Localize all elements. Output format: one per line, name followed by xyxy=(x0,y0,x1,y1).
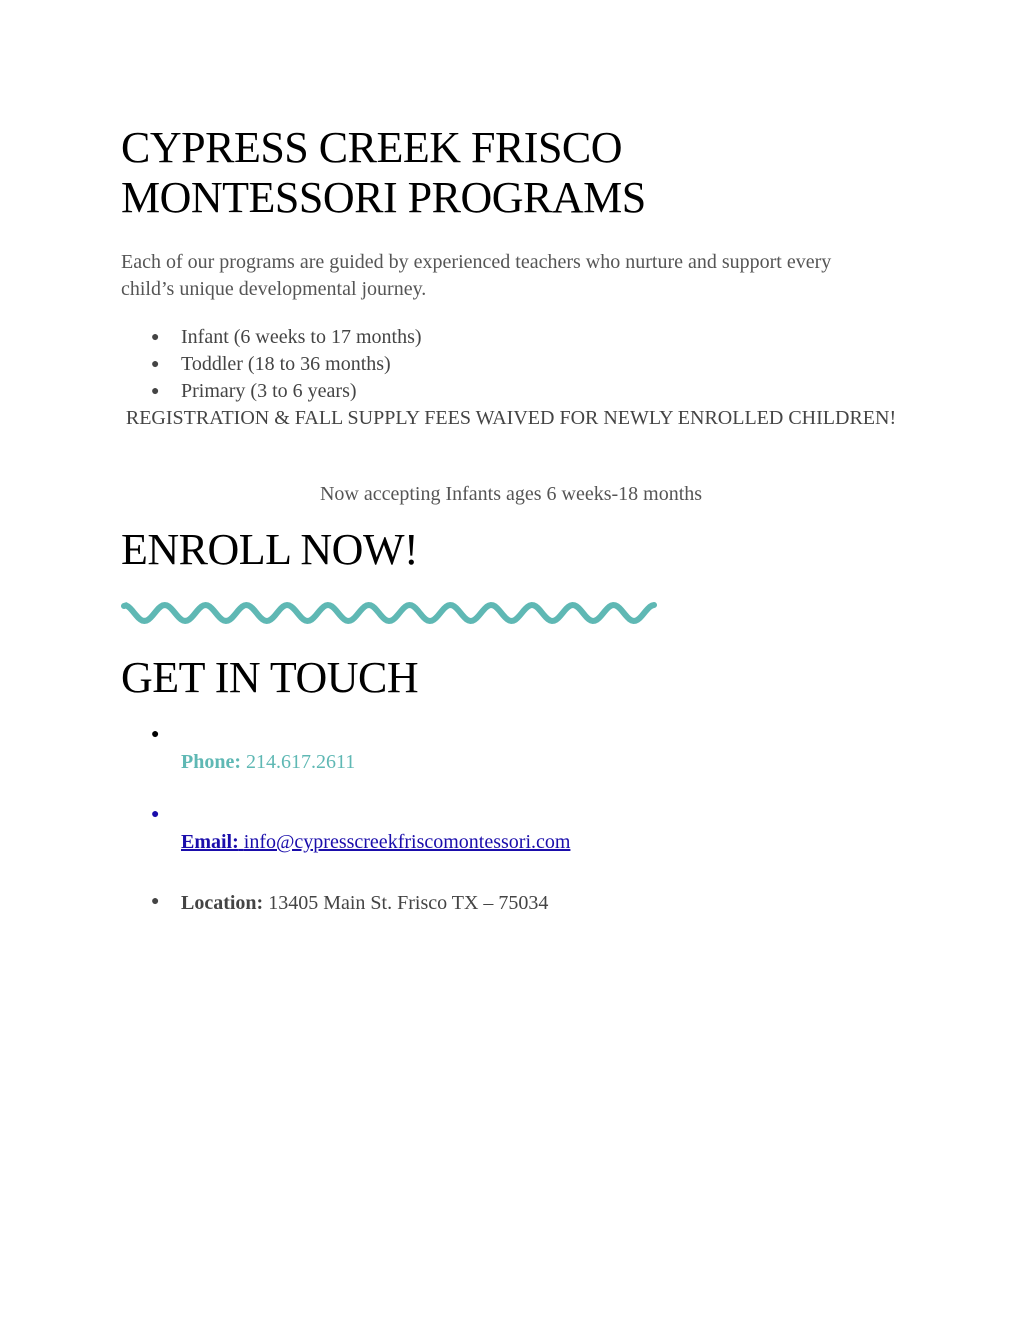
email-label: Email: xyxy=(181,831,239,853)
bullet-icon: ● xyxy=(151,330,160,345)
title-line-1: CYPRESS CREEK FRISCO xyxy=(121,123,623,172)
phone-value[interactable]: 214.617.2611 xyxy=(246,751,356,773)
phone-label: Phone: xyxy=(181,751,241,773)
contact-list xyxy=(121,725,901,914)
get-in-touch-heading: GET IN TOUCH xyxy=(121,653,419,702)
intro-paragraph: Each of our programs are guided by experienced teachers who nurture and support every child’s unique developmental journey. xyxy=(121,251,832,300)
program-infant: Infant (6 weeks to 17 months) xyxy=(181,326,422,348)
bullet-icon: ● xyxy=(151,894,160,909)
promo-text: REGISTRATION & FALL SUPPLY FEES WAIVED FOR NEWLY ENROLLED CHILDREN! xyxy=(125,407,897,429)
bullet-icon: ● xyxy=(151,384,160,399)
phone-line[interactable] xyxy=(181,751,355,774)
email-value[interactable]: info@cypresscreekfriscomontessori.com xyxy=(243,831,571,853)
enroll-now-heading[interactable]: ENROLL NOW! xyxy=(121,525,419,574)
list-item xyxy=(121,324,422,351)
list-item xyxy=(121,351,422,378)
contact-email xyxy=(121,805,901,885)
accepting-text: Now accepting Infants ages 6 weeks-18 months xyxy=(319,483,703,505)
bullet-icon: ● xyxy=(151,357,160,372)
email-line[interactable] xyxy=(181,831,570,854)
program-toddler: Toddler (18 to 36 months) xyxy=(181,353,391,375)
location-line xyxy=(181,892,548,915)
program-list xyxy=(121,324,422,405)
contact-phone xyxy=(121,725,901,805)
list-item xyxy=(121,378,422,405)
location-value: 13405 Main St. Frisco TX – 75034 xyxy=(268,892,549,914)
wave-divider-icon xyxy=(121,598,657,628)
location-label: Location: xyxy=(181,892,264,914)
title-line-2: MONTESSORI PROGRAMS xyxy=(121,173,646,222)
program-primary: Primary (3 to 6 years) xyxy=(181,380,357,402)
page-title xyxy=(121,123,646,223)
bullet-icon: ● xyxy=(151,807,160,822)
bullet-icon: ● xyxy=(151,727,160,742)
email-link[interactable] xyxy=(181,831,570,853)
